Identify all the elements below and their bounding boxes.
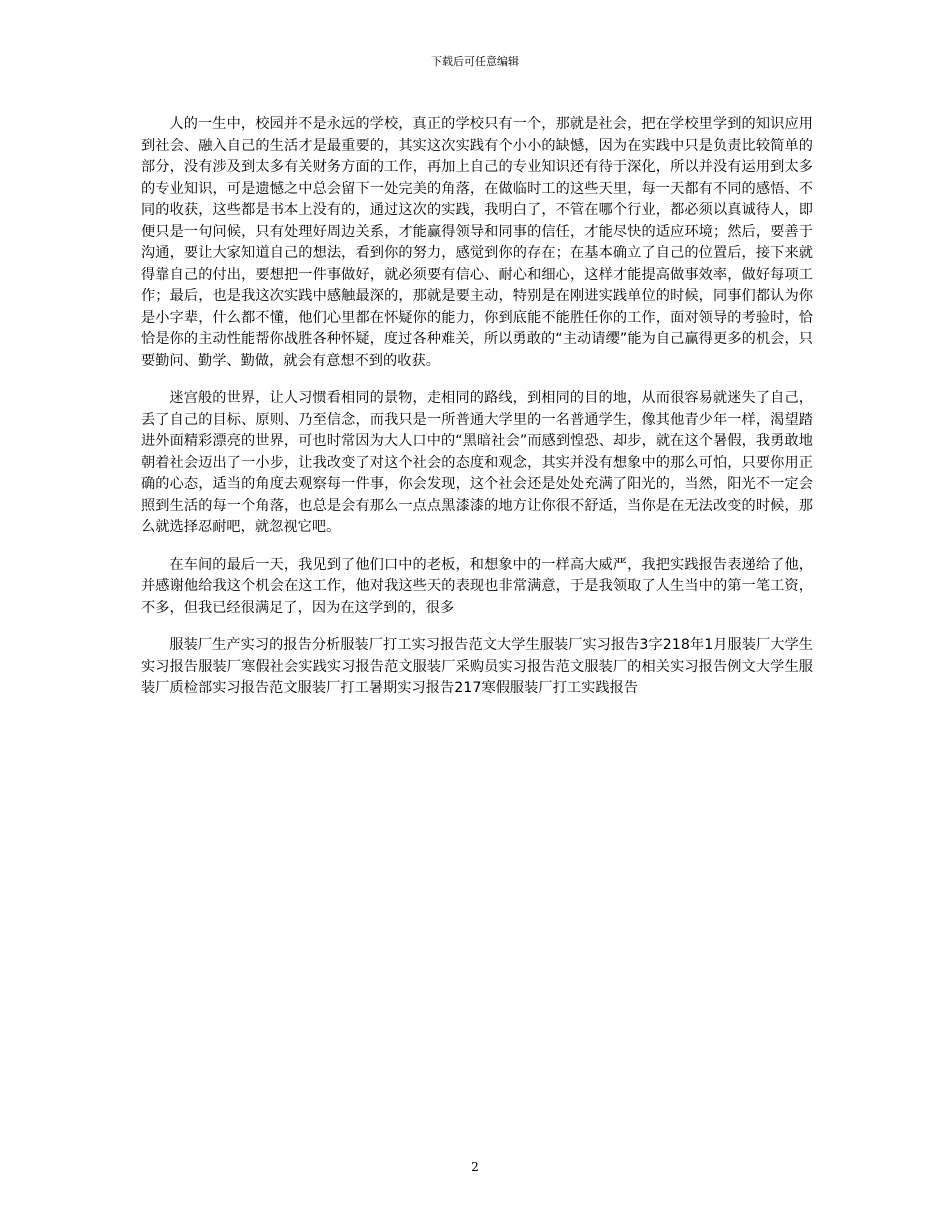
page-header: 下载后可任意编辑	[431, 55, 519, 68]
page-number: 2	[471, 1160, 479, 1174]
related-titles-paragraph: 服装厂生产实习的报告分析服装厂打工实习报告范文大学生服装厂实习报告3字218年1月服装厂大学生实习报告服装厂寒假社会实践实习报告范文服装厂采购员实习报告范文服装厂的相关实习报告例文大学生服装厂质检部实习报告范文服装厂打工暑期实习报告217寒假服装厂打工实践报告	[141, 637, 813, 696]
body-paragraph: 人的一生中，校园并不是永远的学校，真正的学校只有一个，那就是社会，把在学校里学到的知识应用到社会、融入自己的生活才是最重要的，其实这次实践有个小小的缺憾，因为在实践中只是负责比较简单的部分，没有涉及到太多有关财务方面的工作，再加上自己的专业知识还有待于深化，所以并没有运用到太多的专业知识，可是遗憾之中总会留下一处完美的角落，在做临时工的这些天里，每一天都有不同的感悟、不同的收获，这些都是书本上没有的，通过这次的实践，我明白了，不管在哪个行业，都必须以真诚待人，即便只是一句问候，只有处理好周边关系，才能赢得领导和同事的信任，才能尽快的适应环境；然后，要善于沟通，要让大家知道自己的想法，看到你的努力，感觉到你的存在；在基本确立了自己的位置后，接下来就得靠自己的付出，要想把一件事做好，就必须要有信心、耐心和细心，这样才能提高做事效率，做好每项工作；最后，也是我这次实践中感触最深的，那就是要主动，特别是在刚进实践单位的时候，同事们都认为你是小字辈，什么都不懂，他们心里都在怀疑你的能力，你到底能不能胜任你的工作，面对领导的考验时，恰恰是你的主动性能帮你战胜各种怀疑，度过各种难关，所以勇敢的“主动请缨”能为自己赢得更多的机会，只要勤问、勤学、勤做，就会有意想不到的收获。	[141, 116, 813, 369]
document-body	[141, 114, 813, 716]
body-paragraph: 迷宫般的世界，让人习惯看相同的景物，走相同的路线，到相同的目的地，从而很容易就迷失了自己，丢了自己的目标、原则、乃至信念，而我只是一所普通大学里的一名普通学生，像其他青少年一样，渴望踏进外面精彩漂亮的世界，可也时常因为大人口中的“黑暗社会”而感到惶恐、却步，就在这个暑假，我勇敢地朝着社会迈出了一小步，让我改变了对这个社会的态度和观念，其实并没有想象中的那么可怕，只要你用正确的心态，适当的角度去观察每一件事，你会发现，这个社会还是处处充满了阳光的，当然，阳光不一定会照到生活的每一个角落，也总是会有那么一点点黑漆漆的地方让你很不舒适，当你是在无法改变的时候，那么就选择忍耐吧，就忽视它吧。	[141, 390, 813, 535]
body-paragraph: 在车间的最后一天，我见到了他们口中的老板，和想象中的一样高大威严，我把实践报告表递给了他，并感谢他给我这个机会在这工作，他对我这些天的表现也非常满意，于是我领取了人生当中的第一笔工资，不多，但我已经很满足了，因为在这学到的，很多	[141, 556, 813, 616]
